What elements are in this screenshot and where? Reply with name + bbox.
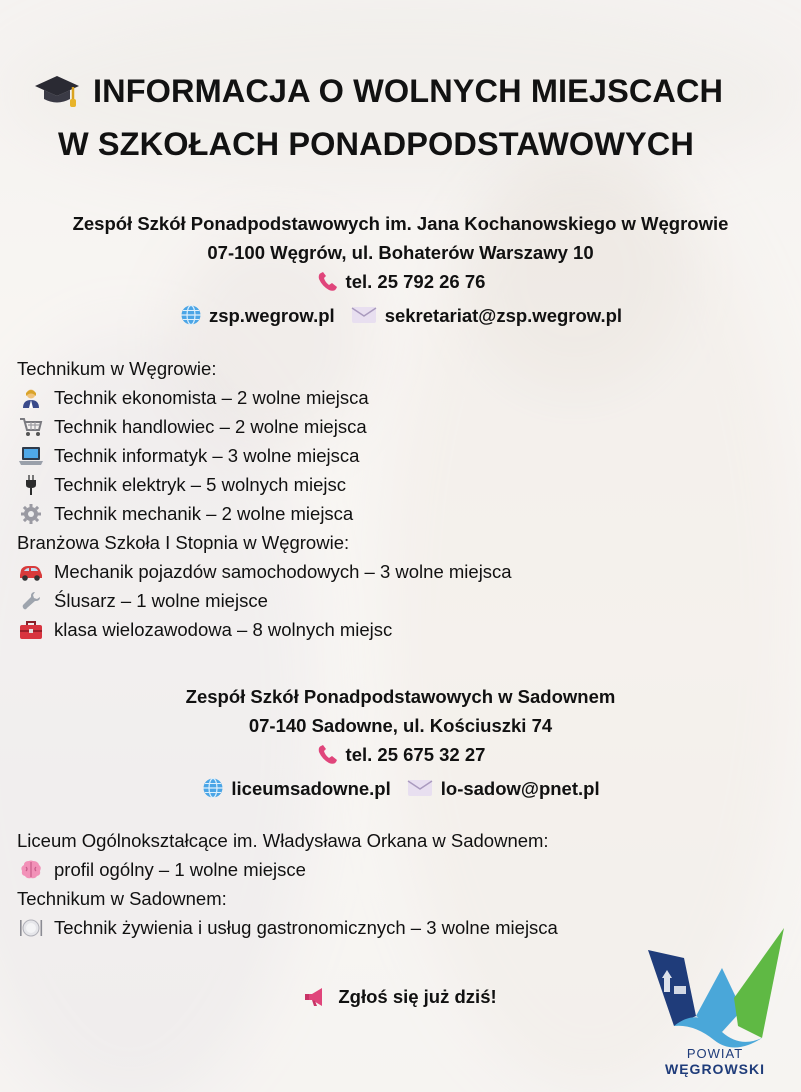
globe-icon (201, 777, 225, 799)
plug-icon (20, 474, 42, 496)
school-1-address: 07-100 Węgrów, ul. Bohaterów Warszawy 10 (207, 242, 594, 263)
cta-label: Zgłoś się już dziś! (338, 986, 497, 1007)
title-line-2: W SZKOŁACH PONADPODSTAWOWYCH (58, 126, 694, 162)
school-2-website[interactable]: liceumsadowne.pl (231, 777, 391, 799)
list-item: Technik elektryk – 5 wolnych miejsc (17, 470, 512, 499)
school-1-website[interactable]: zsp.wegrow.pl (208, 304, 335, 326)
school-1-email[interactable]: sekretariat@zsp.wegrow.pl (384, 304, 623, 326)
globe-icon (179, 304, 203, 326)
list-item: Technik informatyk – 3 wolne miejsca (17, 441, 512, 470)
school-1-vacancies (17, 354, 512, 644)
list-item: klasa wielozawodowa – 8 wolnych miejsc (17, 615, 512, 644)
wrench-icon (20, 590, 42, 612)
logo-text-wegrowski: WĘGROWSKI (665, 1061, 765, 1077)
technikum-wegrow-heading: Technikum w Węgrowie: (17, 358, 217, 379)
toolbox-icon (18, 619, 44, 641)
liceum-sadowne-heading: Liceum Ogólnokształcące im. Władysława Orkana w Sadownem: (17, 830, 549, 851)
school-2-info (0, 682, 801, 807)
school-2-phone[interactable]: tel. 25 675 32 27 (345, 744, 486, 765)
list-item: Technik ekonomista – 2 wolne miejsca (17, 383, 512, 412)
branzowa-wegrow-heading: Branżowa Szkoła I Stopnia w Węgrowie: (17, 532, 350, 553)
fork-and-plate-icon (18, 917, 44, 939)
gear-icon (20, 503, 42, 525)
brain-icon (19, 859, 43, 881)
envelope-icon (405, 777, 435, 799)
car-icon (18, 561, 44, 583)
school-2-vacancies (17, 826, 558, 942)
businesswoman-icon (20, 387, 42, 409)
title-line-1: INFORMACJA O WOLNYCH MIEJSCACH (93, 72, 724, 109)
school-1-name: Zespół Szkół Ponadpodstawowych im. Jana Kochanowskiego w Węgrowie (72, 213, 729, 234)
list-item: Mechanik pojazdów samochodowych – 3 wolne miejsca (17, 557, 512, 586)
shopping-cart-icon (19, 416, 43, 438)
school-2-email[interactable]: lo-sadow@pnet.pl (440, 777, 600, 799)
graduation-cap-icon (33, 72, 81, 110)
list-item: Ślusarz – 1 wolne miejsce (17, 586, 512, 615)
school-1-info (0, 209, 801, 334)
laptop-icon (18, 445, 44, 467)
school-2-address: 07-140 Sadowne, ul. Kościuszki 74 (248, 715, 553, 736)
technikum-sadowne-heading: Technikum w Sadownem: (17, 888, 227, 909)
list-item: Technik handlowiec – 2 wolne miejsca (17, 412, 512, 441)
envelope-icon (349, 304, 379, 326)
list-item: Technik żywienia i usług gastronomicznych – 3 wolne miejsca (17, 913, 558, 942)
megaphone-icon (304, 986, 330, 1008)
school-2-name: Zespół Szkół Ponadpodstawowych w Sadownem (185, 686, 616, 707)
phone-icon (316, 744, 340, 766)
logo-text-powiat: POWIAT (686, 1046, 744, 1061)
school-1-phone[interactable]: tel. 25 792 26 76 (345, 271, 486, 292)
phone-icon (316, 271, 340, 293)
list-item: profil ogólny – 1 wolne miejsce (17, 855, 558, 884)
list-item: Technik mechanik – 2 wolne miejsca (17, 499, 512, 528)
